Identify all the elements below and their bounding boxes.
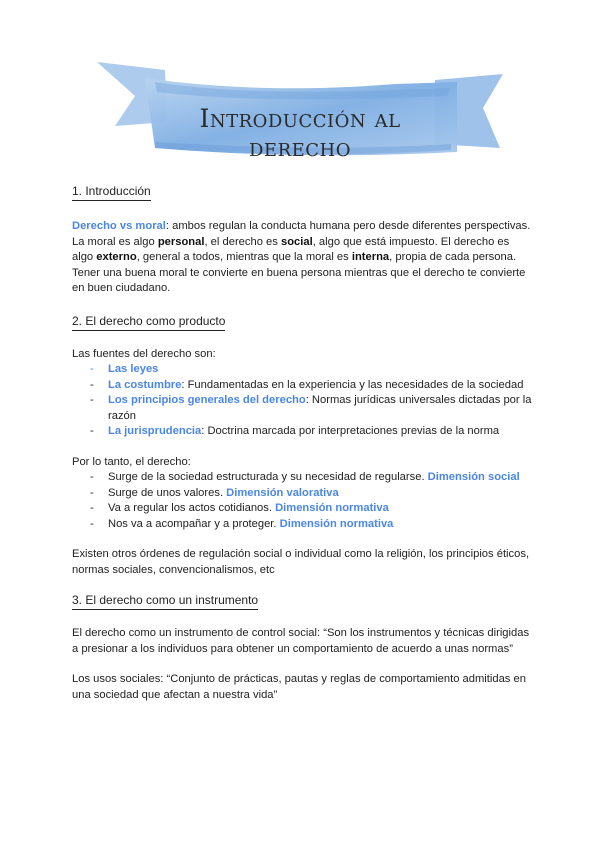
list-item: - La jurisprudencia: Doctrina marcada por interpretaciones previas de la norma xyxy=(90,424,532,440)
paragraph-dimensiones-intro: Por lo tanto, el derecho: xyxy=(72,455,191,468)
list-dimensiones xyxy=(72,470,532,532)
list-item: - Nos va a acompañar y a proteger. Dimensión normativa xyxy=(90,517,532,533)
paragraph-control-social: El derecho como un instrumento de control social: “Son los instrumentos y técnicas dirigidas a presionar a los individuos para obtener un comportamiento de acuerdo a unas normas” xyxy=(72,627,530,655)
page-title: Introducción al derecho xyxy=(199,104,401,162)
list-item: - La costumbre: Fundamentadas en la experiencia y las necesidades de la sociedad xyxy=(90,378,532,394)
document-body xyxy=(72,182,532,703)
section-heading-instrumento: 3. El derecho como un instrumento xyxy=(72,592,258,610)
list-item: - Surge de unos valores. Dimensión valorativa xyxy=(90,486,532,502)
term-derecho-vs-moral: Derecho vs moral xyxy=(72,220,166,232)
section-heading-producto: 2. El derecho como producto xyxy=(72,313,225,331)
list-fuentes xyxy=(72,362,532,440)
section-heading-introduccion: 1. Introducción xyxy=(72,183,151,201)
paragraph-derecho-vs-moral: Derecho vs moral: ambos regulan la conducta humana pero desde diferentes perspectivas. La moral es algo personal, el derecho es social, algo que está impuesto. El derecho es algo externo, general a todos, mientras que la moral es interna, propia de cada persona. Tener una buena moral te convierte en buena persona mientras que el derecho te convierte en buen ciudadano. xyxy=(72,220,531,294)
list-item: - Los principios generales del derecho: Normas jurídicas universales dictadas por la razón xyxy=(90,393,532,424)
list-item: - Las leyes xyxy=(90,362,532,378)
paragraph-usos-sociales: Los usos sociales: “Conjunto de prácticas, pautas y reglas de comportamiento admitidas en una sociedad que afectan a nuestra vida” xyxy=(72,673,526,701)
paragraph-otros-ordenes: Existen otros órdenes de regulación social o individual como la religión, los principios éticos, normas sociales, convencionalismos, etc xyxy=(72,548,530,576)
list-item: - Surge de la sociedad estructurada y su necesidad de regularse. Dimensión social xyxy=(90,470,532,486)
list-item: - Va a regular los actos cotidianos. Dimensión normativa xyxy=(90,501,532,517)
paragraph-fuentes-intro: Las fuentes del derecho son: xyxy=(72,347,216,360)
